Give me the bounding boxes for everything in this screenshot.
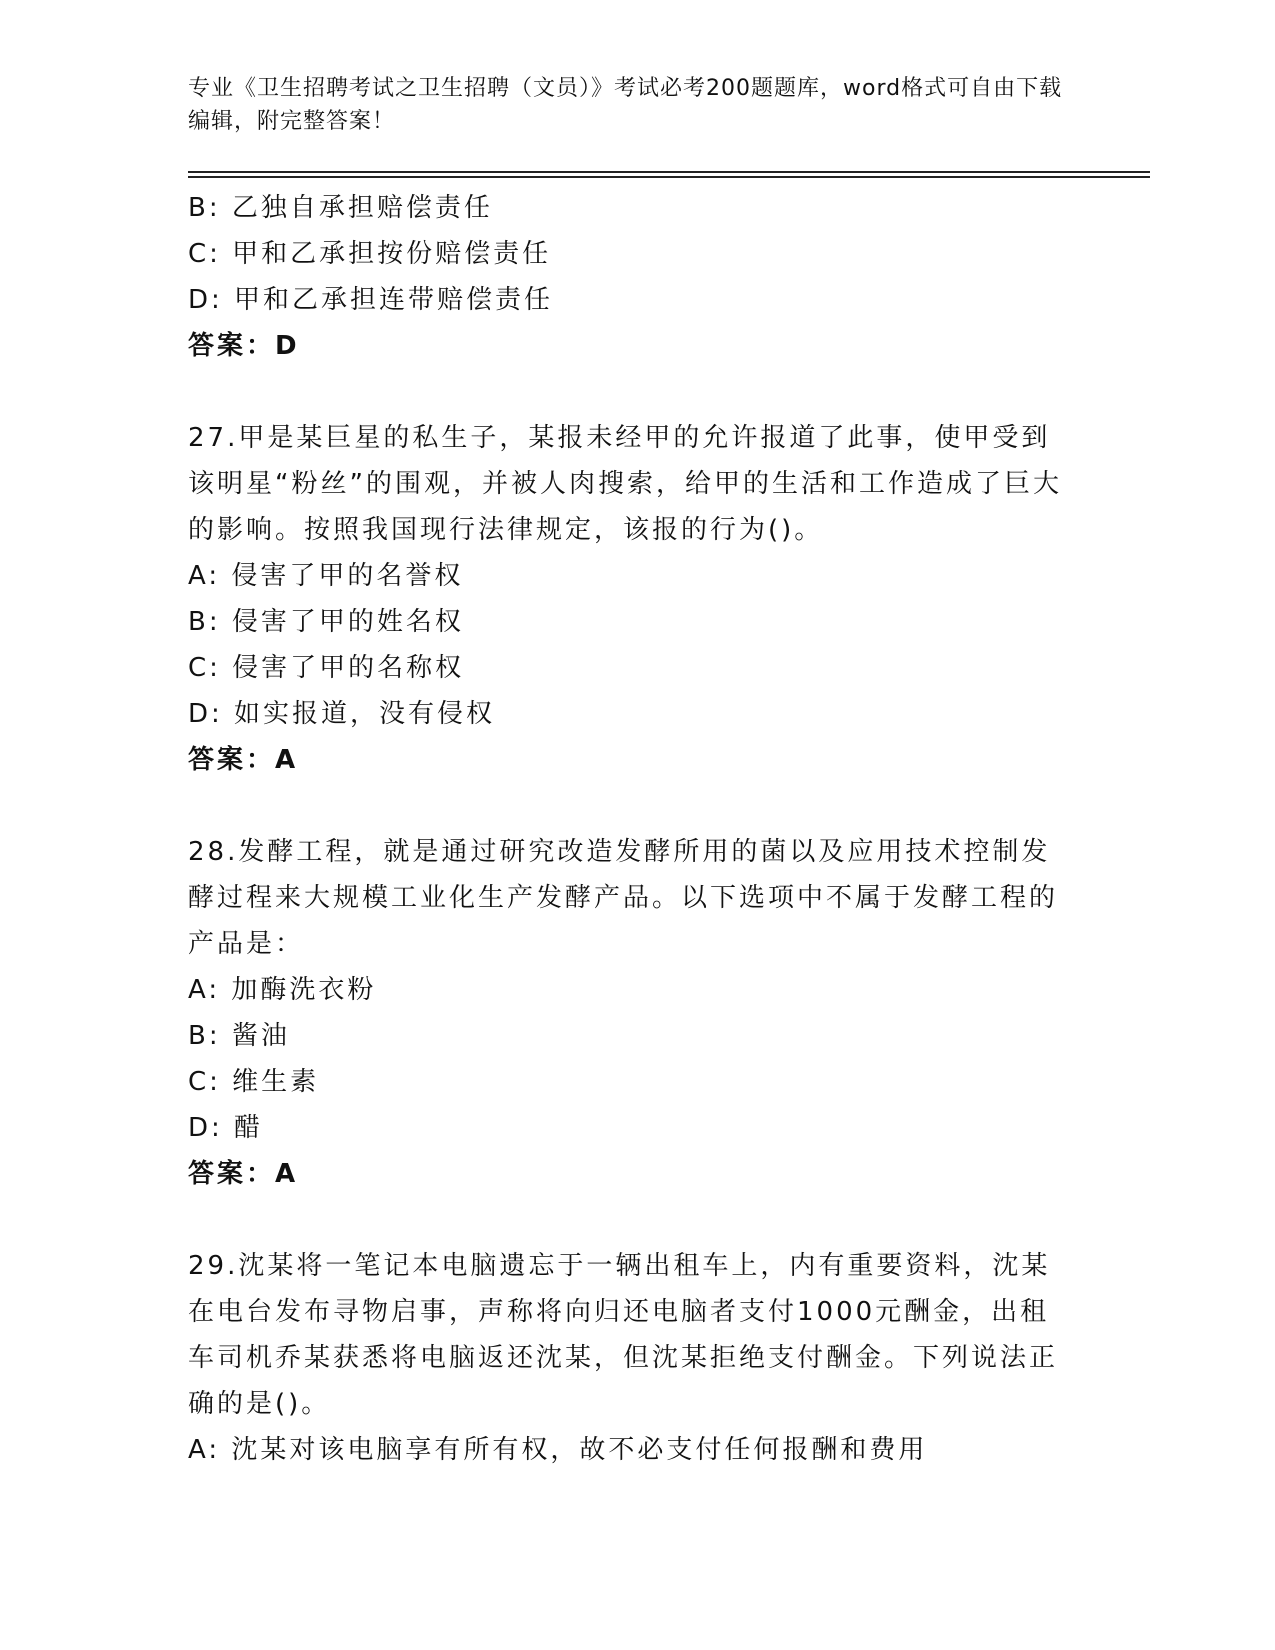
question-text: 28.发酵工程，就是通过研究改造发酵所用的菌以及应用技术控制发酵过程来大规模工业化生产发酵产品。以下选项中不属于发酵工程的产品是： (188, 837, 1059, 959)
answer-line: 答案：A (188, 1159, 299, 1189)
option-a: A: 沈某对该电脑享有所有权，故不必支付任何报酬和费用 (188, 1435, 928, 1465)
option-c: C: 甲和乙承担按份赔偿责任 (188, 239, 552, 269)
option-b: B: 乙独自承担赔偿责任 (188, 193, 493, 223)
option-b: B: 酱油 (188, 1021, 290, 1051)
header-rule-bottom (188, 176, 1150, 178)
option-b: B: 侵害了甲的姓名权 (188, 607, 464, 637)
option-c: C: 维生素 (188, 1067, 320, 1097)
header-rule-top (188, 171, 1150, 173)
option-d: D: 醋 (188, 1113, 264, 1143)
option-d: D: 如实报道，没有侵权 (188, 699, 496, 729)
question-text: 27.甲是某巨星的私生子，某报未经甲的允许报道了此事，使甲受到该明星“粉丝”的围观，并被人肉搜索，给甲的生活和工作造成了巨大的影响。按照我国现行法律规定，该报的行为()。 (188, 423, 1062, 545)
option-a: A: 加酶洗衣粉 (188, 975, 377, 1005)
question-27 (188, 415, 1078, 783)
answer-line: 答案：A (188, 745, 299, 775)
document-body (188, 185, 1078, 1473)
answer-line: 答案：D (188, 331, 300, 361)
question-28 (188, 829, 1078, 1197)
page-header: 专业《卫生招聘考试之卫生招聘（文员）》考试必考200题题库，word格式可自由下载编辑，附完整答案！ (188, 76, 1063, 134)
option-a: A: 侵害了甲的名誉权 (188, 561, 464, 591)
previous-question-tail (188, 185, 1078, 369)
question-29 (188, 1243, 1078, 1473)
option-d: D: 甲和乙承担连带赔偿责任 (188, 285, 554, 315)
option-c: C: 侵害了甲的名称权 (188, 653, 465, 683)
question-text: 29.沈某将一笔记本电脑遗忘于一辆出租车上，内有重要资料，沈某在电台发布寻物启事，声称将向归还电脑者支付1000元酬金，出租车司机乔某获悉将电脑返还沈某，但沈某拒绝支付酬金。下列说法正确的是()。 (188, 1251, 1059, 1419)
